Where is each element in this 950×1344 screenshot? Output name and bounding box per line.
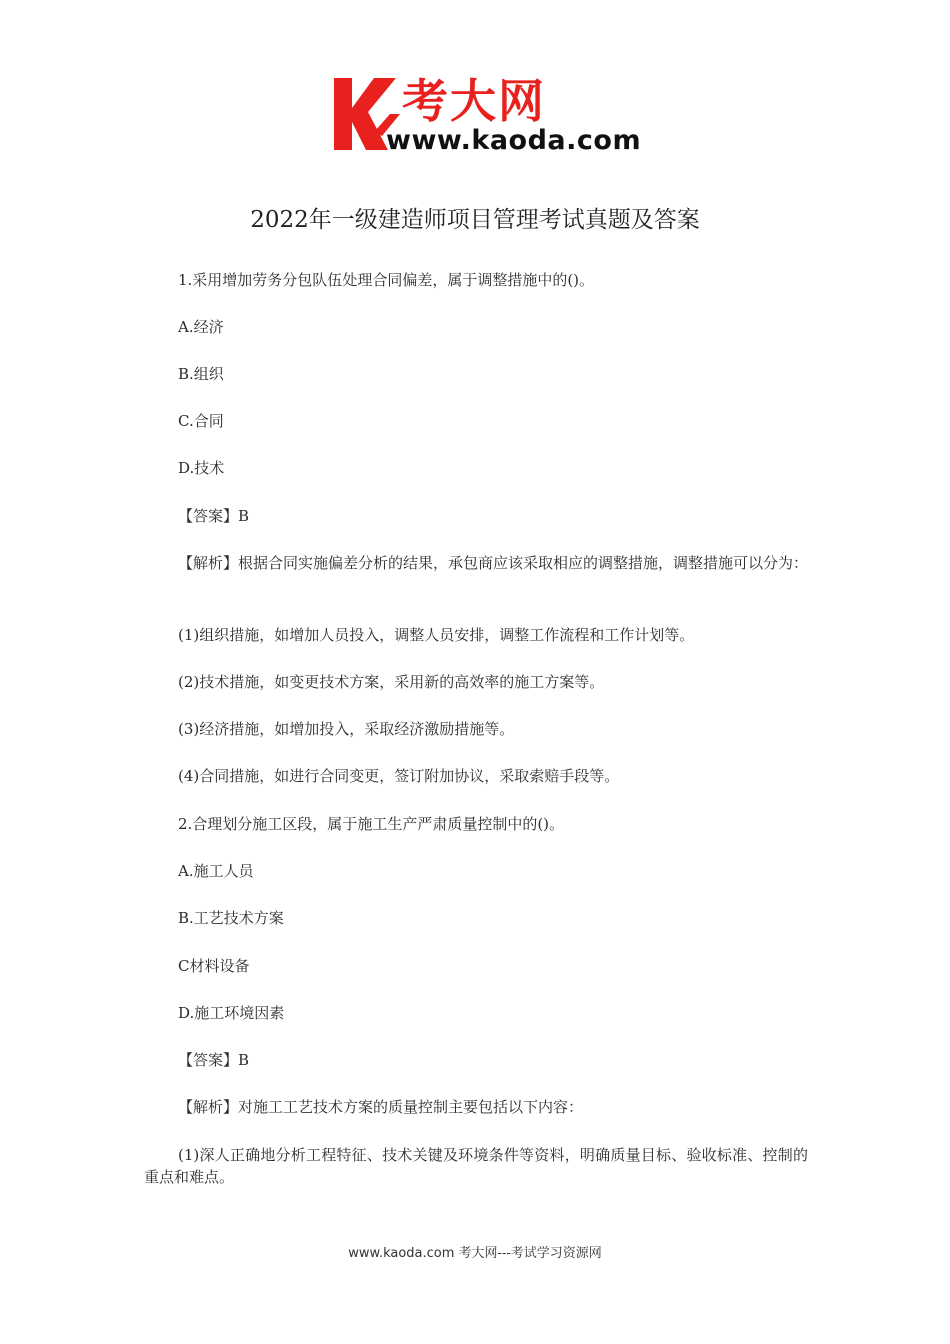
site-logo [330,74,660,160]
question-1: 1.采用增加劳务分包队伍处理合同偏差，属于调整措施中的()。 [178,271,595,289]
q1-point-2: (2)技术措施，如变更技术方案，采用新的高效率的施工方案等。 [178,673,605,691]
q1-option-d: D.技术 [178,459,225,477]
q2-option-b: B.工艺技术方案 [178,909,284,927]
q1-analysis: 【解析】根据合同实施偏差分析的结果，承包商应该采取相应的调整措施，调整措施可以分为： [178,554,809,572]
q2-point-1: (1)深人正确地分析工程特征、技术关键及环境条件等资料，明确质量目标、验收标准、控制的重点和难点。 [144,1146,808,1186]
q2-analysis: 【解析】对施工工艺技术方案的质量控制主要包括以下内容： [178,1098,584,1116]
q1-point-3: (3)经济措施，如增加投入，采取经济激励措施等。 [178,720,515,738]
q2-option-a: A.施工人员 [178,862,254,880]
footer-text: 考大网---考试学习资源网 [454,1246,602,1261]
footer-url[interactable]: www.kaoda.com [348,1246,455,1261]
q2-option-d: D.施工环境因素 [178,1004,285,1022]
q2-answer: 【答案】B [178,1051,250,1069]
q1-answer: 【答案】B [178,507,250,525]
logo-url: www.kaoda.com [386,125,642,156]
page-footer [0,1244,950,1264]
q1-point-1: (1)组织措施，如增加人员投入，调整人员安排，调整工作流程和工作计划等。 [178,626,695,644]
q1-option-c: C.合同 [178,412,224,430]
q1-option-a: A.经济 [178,318,224,336]
logo-site-name: 考大网 [402,74,546,128]
q2-option-c: C材料设备 [178,957,250,975]
question-2: 2.合理划分施工区段，属于施工生产严肃质量控制中的()。 [178,815,565,833]
q1-point-4: (4)合同措施，如进行合同变更，签订附加协议，采取索赔手段等。 [178,767,620,785]
page-title: 2022年一级建造师项目管理考试真题及答案 [250,207,700,233]
q1-option-b: B.组织 [178,365,224,383]
